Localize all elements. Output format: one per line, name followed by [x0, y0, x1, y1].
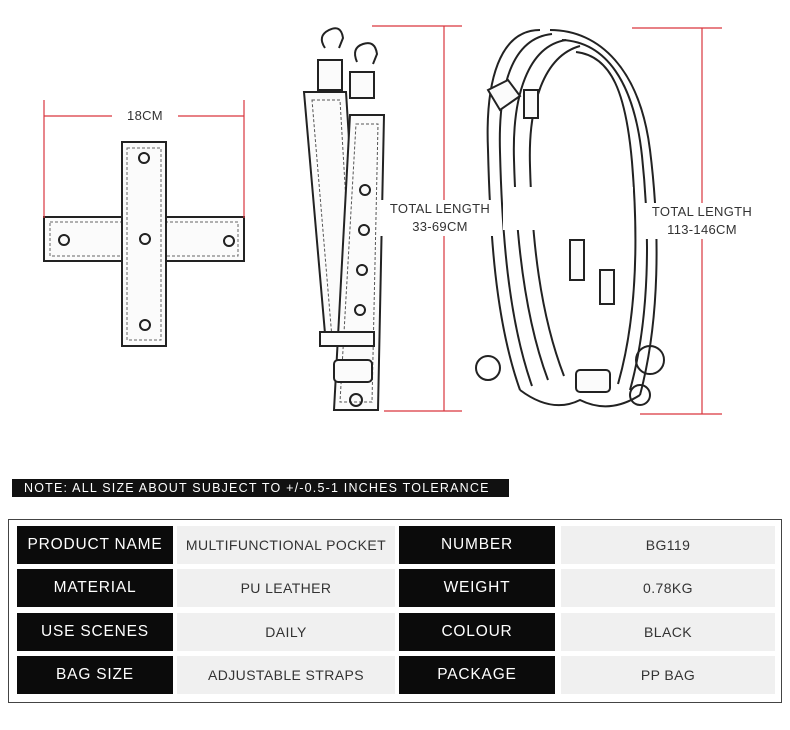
spec-value-colour: BLACK	[561, 613, 775, 651]
spec-row-use-scenes	[9, 613, 781, 651]
short-strap-sketch	[304, 28, 384, 410]
spec-value-use-scenes: DAILY	[177, 613, 395, 651]
long-strap-length-label	[640, 203, 764, 239]
spec-key-package: PACKAGE	[399, 656, 555, 694]
spec-key-colour: COLOUR	[399, 613, 555, 651]
spec-key-product-name: PRODUCT NAME	[17, 526, 173, 564]
spec-value-weight: 0.78KG	[561, 569, 775, 607]
long-strap-label-value: 113-146CM	[667, 222, 737, 237]
short-strap-label-value: 33-69CM	[412, 219, 468, 234]
spec-key-use-scenes: USE SCENES	[17, 613, 173, 651]
spec-value-material: PU LEATHER	[177, 569, 395, 607]
spec-row-material	[9, 569, 781, 607]
spec-row-bag-size	[9, 656, 781, 694]
cross-width-label: 18CM	[112, 107, 178, 125]
long-strap-label-title: TOTAL LENGTH	[651, 204, 753, 219]
spec-value-product-name: MULTIFUNCTIONAL POCKET	[177, 526, 395, 564]
spec-row-product-name	[9, 526, 781, 564]
spec-value-number: BG119	[561, 526, 775, 564]
cross-strap-sketch	[44, 142, 244, 346]
spec-value-bag-size: ADJUSTABLE STRAPS	[177, 656, 395, 694]
tolerance-note: NOTE: ALL SIZE ABOUT SUBJECT TO +/-0.5-1 INCHES TOLERANCE	[12, 479, 509, 497]
spec-key-weight: WEIGHT	[399, 569, 555, 607]
strap-wrap-band	[503, 187, 633, 230]
spec-key-bag-size: BAG SIZE	[17, 656, 173, 694]
short-strap-length-label	[380, 200, 500, 236]
spec-value-package: PP BAG	[561, 656, 775, 694]
spec-key-material: MATERIAL	[17, 569, 173, 607]
spec-table	[8, 519, 782, 703]
short-strap-label-title: TOTAL LENGTH	[389, 201, 491, 216]
spec-key-number: NUMBER	[399, 526, 555, 564]
